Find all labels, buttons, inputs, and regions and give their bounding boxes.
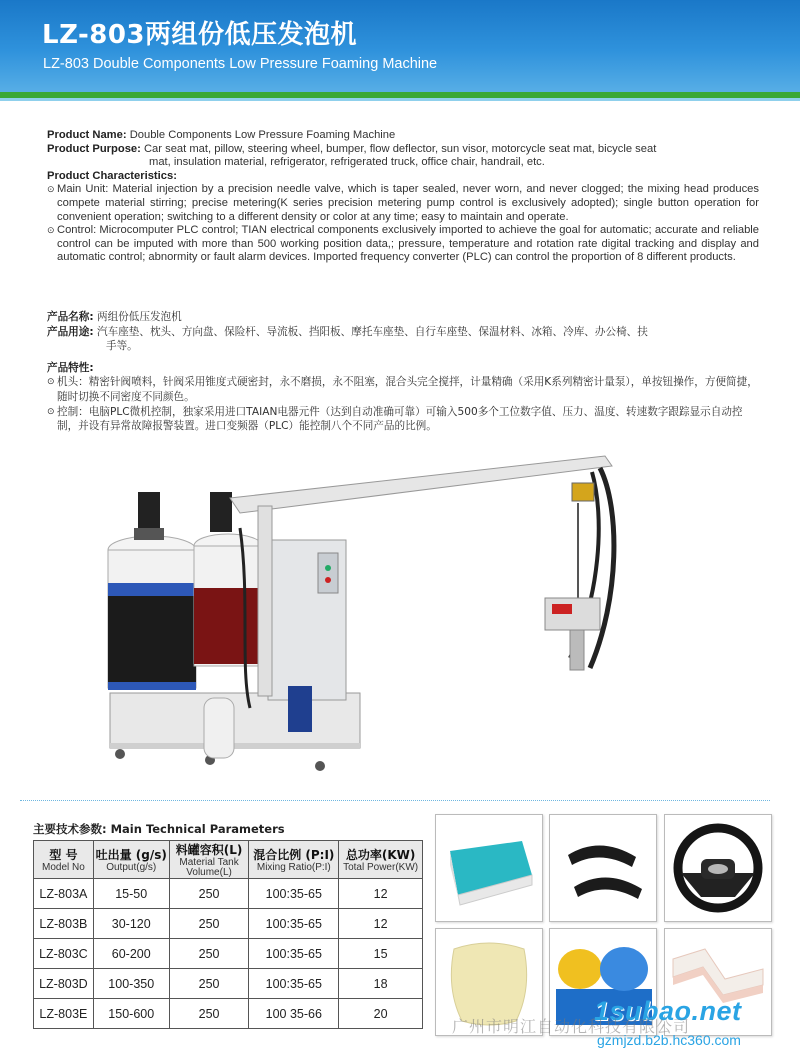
cell-output: 100-350 [93, 969, 169, 999]
cell-ratio: 100 35-66 [249, 999, 339, 1029]
characteristic-control [47, 224, 759, 265]
bullet-icon: ⊙ [47, 184, 55, 195]
cn-characteristic-control-text: 控制：电脑PLC微机控制，独家采用进口TAIAN电器元件（达到自动准确可靠）可输入500多个工位数字值、压力、温度、转速数字跟踪显示自动控制，并设有异常故障报警装置。进口变频器（PLC）能控制八个不同产品的比例。 [57, 405, 743, 433]
light-band [0, 98, 800, 101]
cell-output: 150-600 [93, 999, 169, 1029]
cell-model: LZ-803D [34, 969, 94, 999]
header-total-power: 总功率(KW) Total Power(KW) [339, 841, 423, 879]
cell-volume: 250 [169, 999, 249, 1029]
header-tank-volume: 料罐容积(L) Material Tank Volume(L) [169, 841, 249, 879]
product-image-gel-pillow [435, 814, 543, 922]
header-output: 吐出量 (g/s) Output(g/s) [93, 841, 169, 879]
cn-purpose-value-2: 手等。 [106, 340, 138, 353]
product-purpose-label: Product Purpose: [47, 142, 141, 155]
foaming-machine-image [100, 448, 640, 778]
product-characteristics-label: Product Characteristics: [47, 169, 177, 182]
cell-power: 15 [339, 939, 423, 969]
cn-purpose-value-1: 汽车座垫、枕头、方向盘、保险杆、导流板、挡阳板、摩托车座垫、自行车座垫、保温材料、冰箱、冷库、办公椅、扶 [97, 325, 648, 338]
cell-power: 12 [339, 909, 423, 939]
cn-characteristics-label: 产品特性: [47, 361, 94, 374]
product-purpose-value-2: mat, insulation material, refrigerator, refrigerated truck, office chair, handrail, etc. [149, 156, 545, 169]
header-mixing-ratio: 混合比例 (P:I) Mixing Ratio(P:I) [249, 841, 339, 879]
product-name-label: Product Name: [47, 129, 127, 141]
cell-ratio: 100:35-65 [249, 909, 339, 939]
cell-volume: 250 [169, 969, 249, 999]
table-row [34, 999, 423, 1029]
characteristic-main-unit-text: Main Unit: Material injection by a precision needle valve, which is taper sealed, never worn, and never clogged; the mixing head produces compete material stirring; precise metering(K series precision metering pump control is exclusively adopted); single button operation for convenient operation; switching to a different density or color at any time; easy to maintain and operate. [57, 183, 759, 223]
cell-output: 60-200 [93, 939, 169, 969]
bullet-icon: ⊙ [47, 406, 55, 417]
title-english: LZ-803 Double Components Low Pressure Foaming Machine [43, 56, 438, 72]
cn-name-value: 两组份低压发泡机 [97, 311, 182, 323]
cell-model: LZ-803A [34, 879, 94, 909]
cell-volume: 250 [169, 909, 249, 939]
cell-ratio: 100:35-65 [249, 879, 339, 909]
product-image-handrail [549, 814, 657, 922]
cn-characteristic-control [47, 405, 759, 434]
watermark-company: 广州市明江自动化科技有限公司 [452, 1017, 691, 1036]
header-banner [0, 0, 800, 92]
bullet-icon: ⊙ [47, 225, 55, 236]
technical-parameters-table [33, 840, 423, 1029]
table-row [34, 969, 423, 999]
characteristic-main-unit [47, 183, 759, 224]
bullet-icon: ⊙ [47, 377, 55, 388]
english-description [47, 129, 759, 265]
watermark-brand: 1subao.net [594, 996, 742, 1026]
product-image-steering-wheel [664, 814, 772, 922]
table-header-row [34, 841, 423, 879]
cn-purpose-label: 产品用途: [47, 325, 94, 338]
cell-power: 18 [339, 969, 423, 999]
cell-ratio: 100:35-65 [249, 939, 339, 969]
cn-name-label: 产品名称: [47, 311, 94, 323]
cell-output: 15-50 [93, 879, 169, 909]
chinese-description [47, 310, 759, 434]
cn-characteristic-main-unit [47, 375, 759, 404]
cell-ratio: 100:35-65 [249, 969, 339, 999]
product-purpose-value-1: Car seat mat, pillow, steering wheel, bumper, flow deflector, sun visor, motorcycle seat mat, bicycle seat [143, 142, 657, 155]
table-row [34, 879, 423, 909]
characteristic-control-text: Control: Microcomputer PLC control; TIAN electrical components exclusively imported to achieve the goal for automatic; accurate and reliable control can be imputed with more than 500 working position data,; pressure, temperature and rotation rate digital tracking and display and automatic control; abnormity or fault alarm devices. Imported frequency converter (PLC) can control the proportion of 8 different products. [57, 224, 759, 264]
cell-volume: 250 [169, 939, 249, 969]
table-title: 主要技术参数: Main Technical Parameters [33, 822, 285, 836]
product-name-value: Double Components Low Pressure Foaming Machine [129, 129, 396, 141]
cn-characteristic-main-unit-text: 机头：精密针阀喷料，针阀采用锥度式硬密封，永不磨损，永不阻塞，混合头完全搅拌，计量精确（采用K系列精密计量泵），单按钮操作，方便简捷，随时切换不同密度不同颜色。 [57, 376, 758, 403]
cell-model: LZ-803E [34, 999, 94, 1029]
table-row [34, 909, 423, 939]
cell-model: LZ-803C [34, 939, 94, 969]
cell-volume: 250 [169, 879, 249, 909]
watermark-url: gzmjzd.b2b.hc360.com [597, 1032, 741, 1048]
section-divider [20, 800, 770, 801]
cell-model: LZ-803B [34, 909, 94, 939]
title-chinese: LZ-803两组份低压发泡机 [42, 20, 358, 50]
cell-power: 20 [339, 999, 423, 1029]
header-model: 型 号 Model No [34, 841, 94, 879]
cell-power: 12 [339, 879, 423, 909]
table-row [34, 939, 423, 969]
cell-output: 30-120 [93, 909, 169, 939]
